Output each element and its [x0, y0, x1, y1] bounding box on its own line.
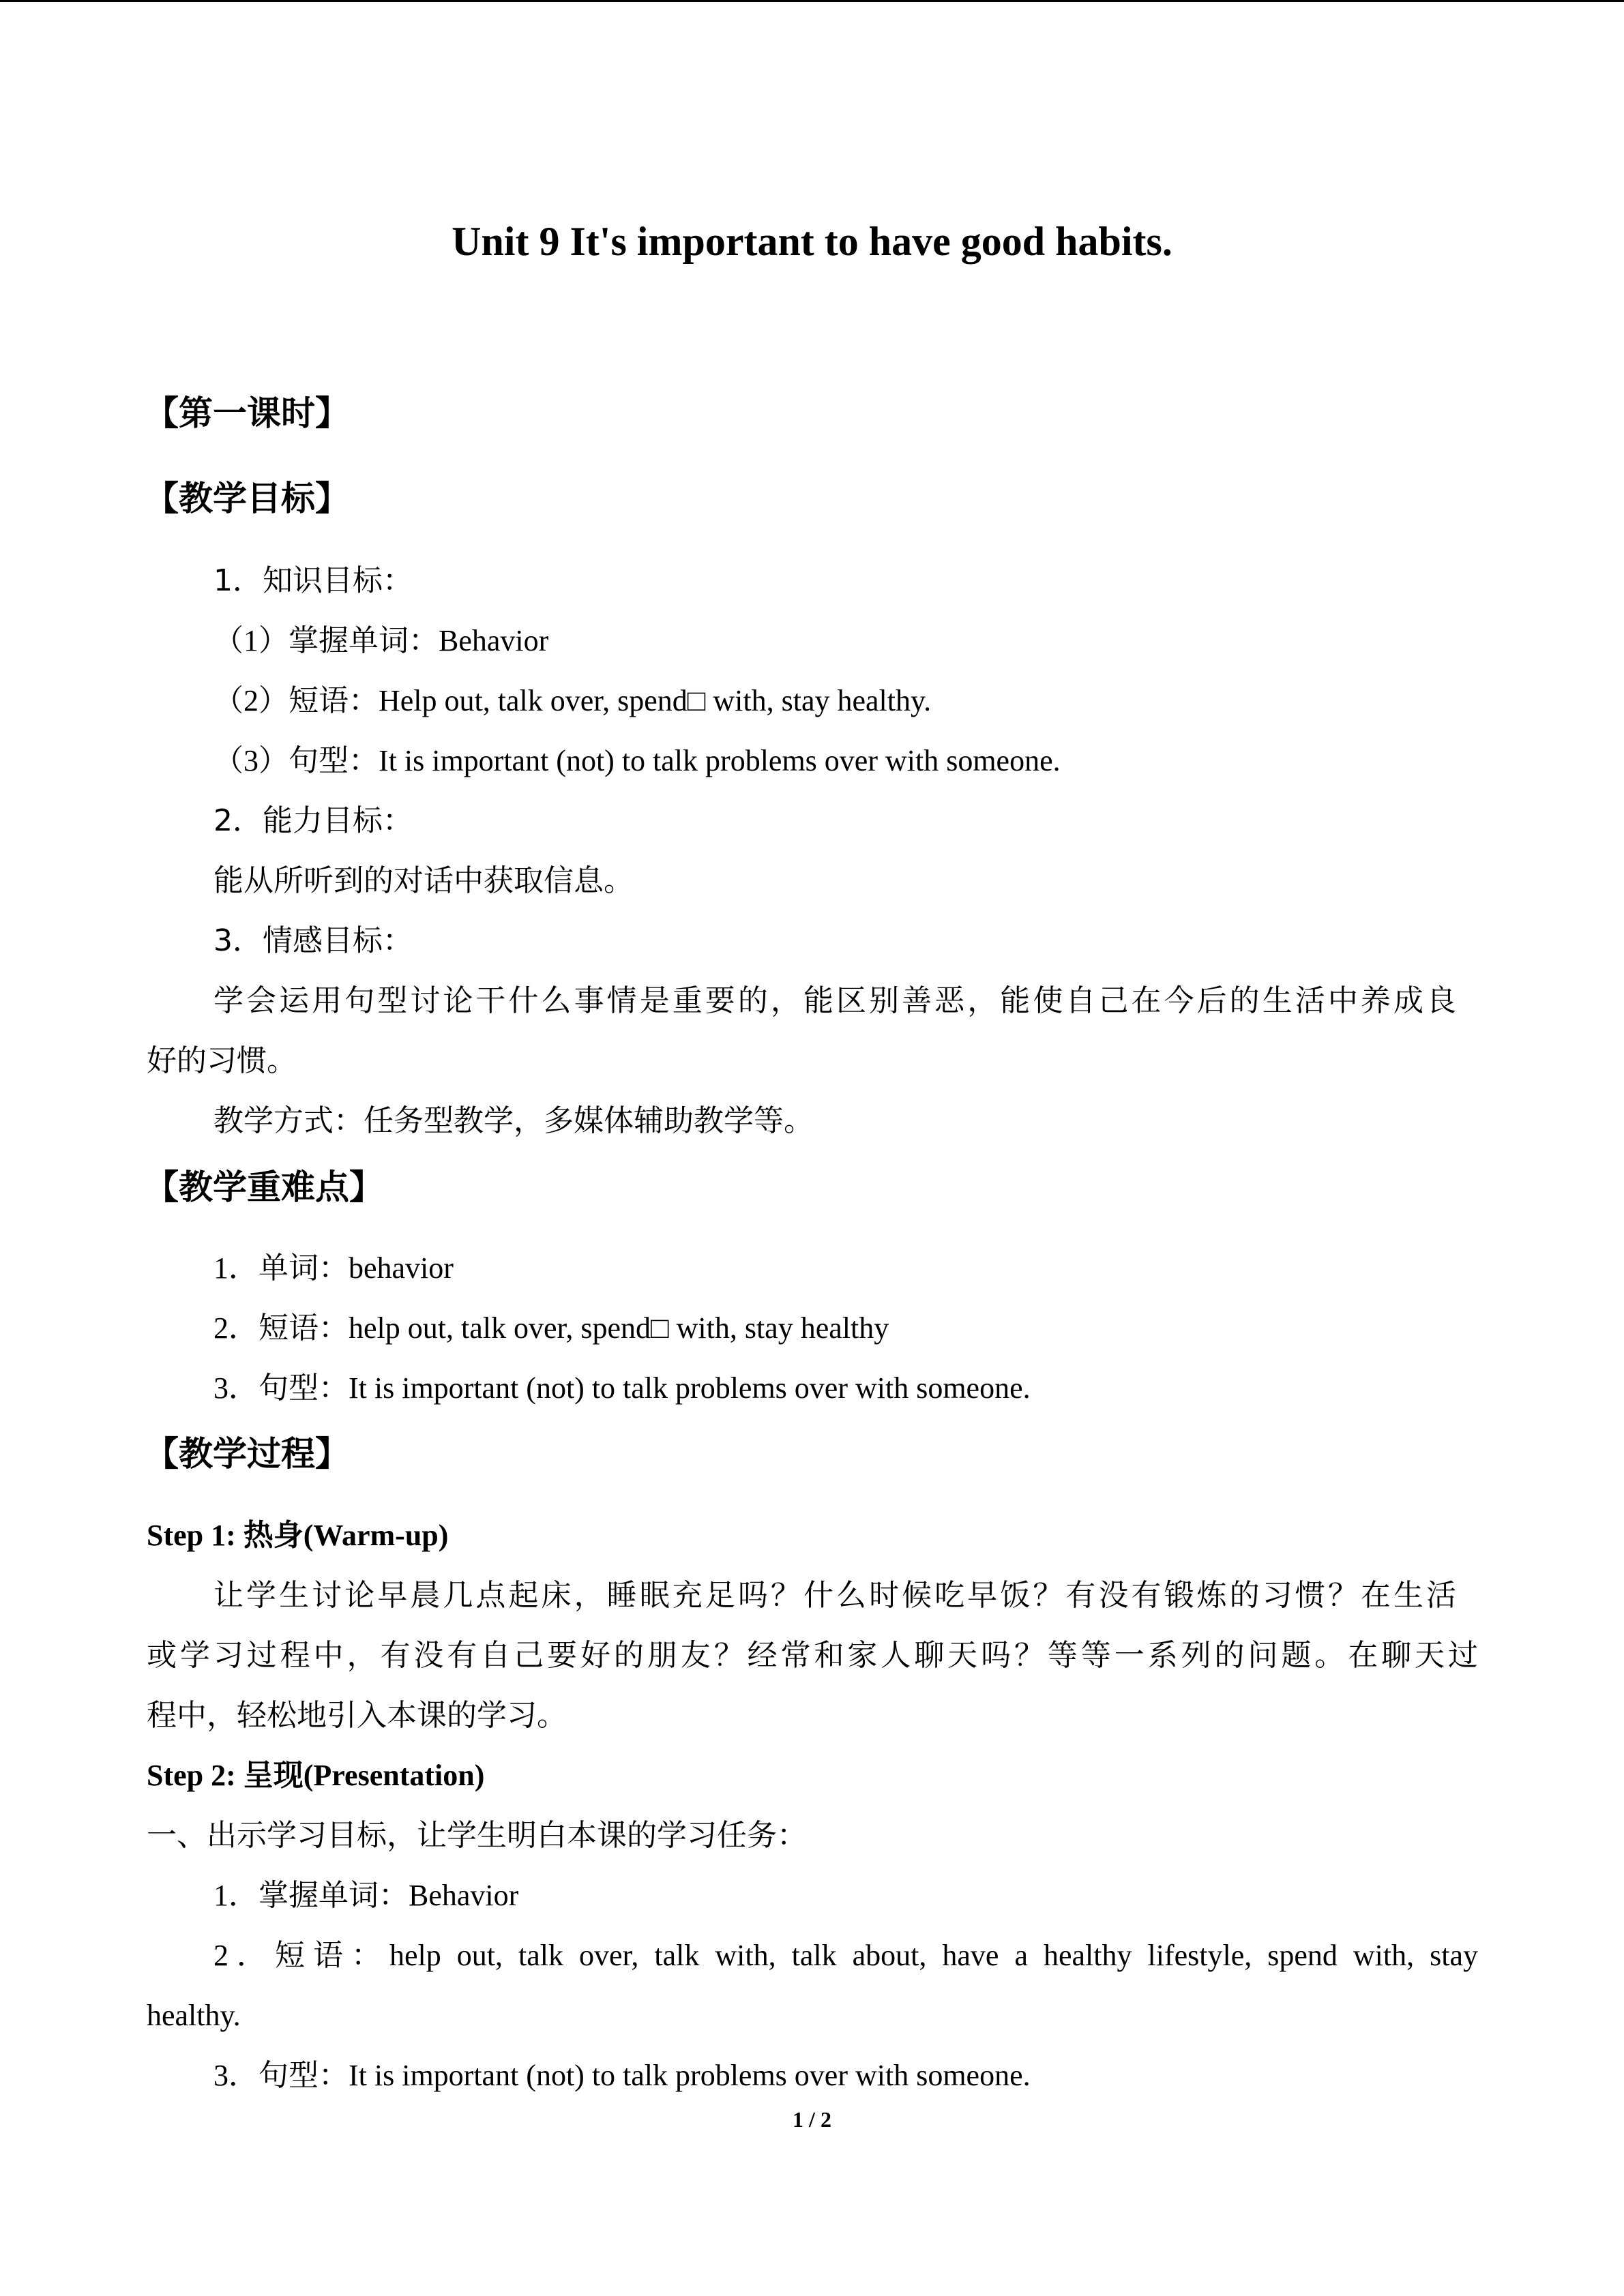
step2-sentence: 3．句型：It is important (not) to talk problems over with someone. [213, 2059, 1031, 2092]
objective-vocab: （1）掌握单词：Behavior [213, 624, 549, 657]
step2-phrases-line2: healthy. [147, 1999, 241, 2032]
step1-text-line2: 或学习过程中，有没有自己要好的朋友？经常和家人聊天吗？等等一系列的问题。在聊天过 [147, 1638, 1478, 1673]
objective-phrases: （2）短语：Help out, talk over, spend□ with, stay healthy. [213, 684, 932, 717]
objective-ability-text: 能从所听到的对话中获取信息。 [213, 863, 634, 898]
step2-vocab: 1．掌握单词：Behavior [213, 1879, 519, 1912]
page-number: 1 / 2 [793, 2107, 831, 2132]
section-heading-key-points: 【教学重难点】 [145, 1167, 383, 1207]
step1-text-line3: 程中，轻松地引入本课的学习。 [147, 1698, 567, 1733]
objective-sentence: （3）句型：It is important (not) to talk problems over with someone. [213, 744, 1061, 777]
step1-title: Step 1: 热身(Warm-up) [147, 1519, 449, 1552]
objective-emotion-heading: 3．情感目标： [213, 923, 413, 958]
key-point-vocab: 1．单词：behavior [213, 1251, 454, 1285]
key-point-phrases: 2．短语：help out, talk over, spend□ with, stay healthy [213, 1311, 889, 1345]
objective-knowledge-heading: 1．知识目标： [213, 563, 413, 598]
objective-emotion-text-line1: 学会运用句型讨论干什么事情是重要的，能区别善恶，能使自己在今后的生活中养成良 [213, 983, 1456, 1018]
step1-text-line1: 让学生讨论早晨几点起床，睡眠充足吗？什么时候吃早饭？有没有锻炼的习惯？在生活 [213, 1578, 1456, 1613]
key-point-sentence: 3．句型：It is important (not) to talk problems over with someone. [213, 1371, 1031, 1405]
step2-intro: 一、出示学习目标，让学生明白本课的学习任务： [147, 1818, 807, 1853]
step2-title: Step 2: 呈现(Presentation) [147, 1759, 485, 1792]
document-title: Unit 9 It's important to have good habits. [452, 219, 1172, 264]
section-heading-lesson: 【第一课时】 [145, 393, 349, 433]
section-heading-process: 【教学过程】 [145, 1434, 349, 1474]
objective-ability-heading: 2．能力目标： [213, 803, 413, 838]
step2-phrases-line1: 2．短语：help out, talk over, talk with, talk about, have a healthy lifestyle, spend with, stay [213, 1939, 1478, 1972]
objective-emotion-text-line2: 好的习惯。 [147, 1043, 297, 1078]
teaching-method: 教学方式：任务型教学，多媒体辅助教学等。 [213, 1103, 814, 1138]
section-heading-objectives: 【教学目标】 [145, 479, 349, 518]
